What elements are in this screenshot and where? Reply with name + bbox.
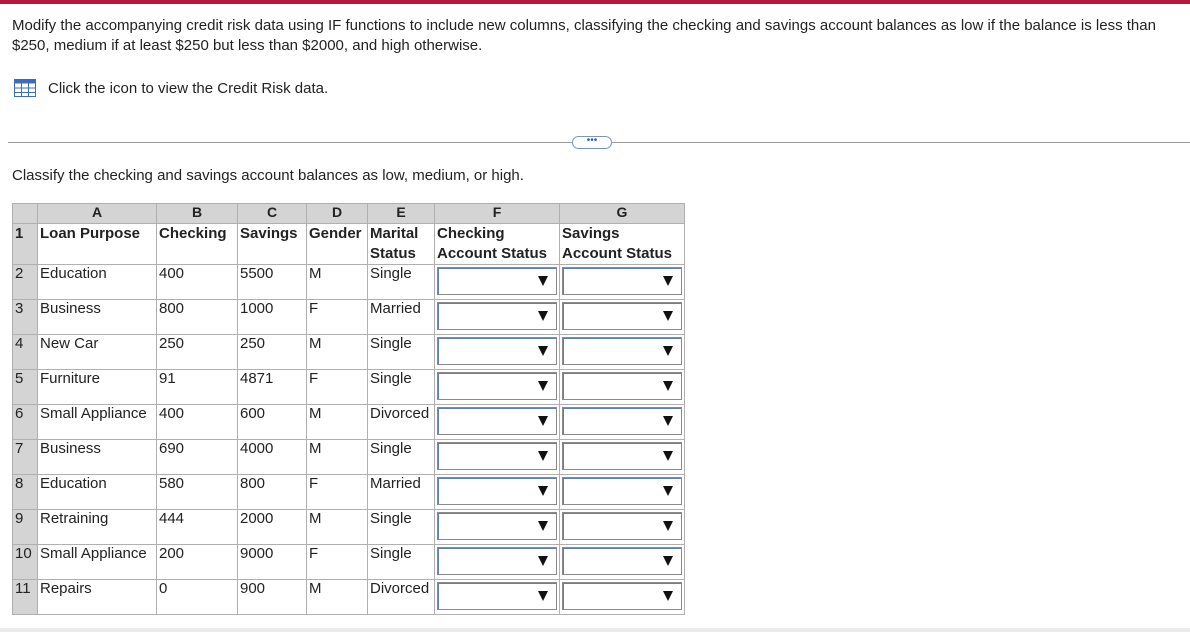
table-row [13, 510, 685, 545]
savings-cell: 1000 [238, 300, 307, 335]
marital-status-cell: Single [368, 370, 435, 405]
marital-status-cell: Single [368, 440, 435, 475]
gender-cell: M [307, 580, 368, 615]
row-number: 8 [13, 475, 38, 510]
gender-cell: F [307, 475, 368, 510]
gender-cell: M [307, 510, 368, 545]
checking-status-cell [435, 300, 560, 335]
checking-status-cell [435, 545, 560, 580]
marital-status-cell: Single [368, 510, 435, 545]
savings-status-dropdown[interactable] [562, 547, 682, 575]
savings-cell: 4871 [238, 370, 307, 405]
marital-status-cell: Divorced [368, 580, 435, 615]
loan-purpose-cell: Education [38, 265, 157, 300]
savings-status-cell [560, 510, 685, 545]
header-savings-status [560, 224, 685, 265]
table-row [13, 405, 685, 440]
savings-status-dropdown[interactable] [562, 302, 682, 330]
triangle-down-icon[interactable] [663, 416, 673, 426]
savings-status-cell [560, 580, 685, 615]
loan-purpose-cell: Small Appliance [38, 545, 157, 580]
row-number: 3 [13, 300, 38, 335]
table-row [13, 370, 685, 405]
table-row [13, 475, 685, 510]
triangle-down-icon[interactable] [538, 556, 548, 566]
gender-cell: F [307, 370, 368, 405]
savings-cell: 250 [238, 335, 307, 370]
checking-status-cell [435, 580, 560, 615]
credit-risk-table [12, 203, 685, 615]
checking-status-cell [435, 475, 560, 510]
column-header-a: A [38, 204, 157, 224]
marital-status-cell: Single [368, 545, 435, 580]
triangle-down-icon[interactable] [538, 591, 548, 601]
row-number: 10 [13, 545, 38, 580]
triangle-down-icon[interactable] [538, 451, 548, 461]
checking-cell: 200 [157, 545, 238, 580]
gender-cell: M [307, 405, 368, 440]
checking-cell: 580 [157, 475, 238, 510]
savings-status-dropdown[interactable] [562, 582, 682, 610]
triangle-down-icon[interactable] [538, 416, 548, 426]
top-accent-bar [0, 0, 1190, 4]
checking-cell: 400 [157, 405, 238, 440]
header-savings-status-line2: Account Status [562, 245, 673, 262]
checking-status-cell [435, 405, 560, 440]
checking-cell: 91 [157, 370, 238, 405]
instruction-text: Classify the checking and savings account balances as low, medium, or high. [12, 167, 524, 184]
header-checking-status-line1: Checking [437, 225, 505, 242]
checking-status-dropdown[interactable] [437, 302, 557, 330]
checking-status-cell [435, 370, 560, 405]
checking-cell: 800 [157, 300, 238, 335]
checking-status-dropdown[interactable] [437, 267, 557, 295]
savings-cell: 800 [238, 475, 307, 510]
triangle-down-icon[interactable] [538, 486, 548, 496]
triangle-down-icon[interactable] [663, 381, 673, 391]
triangle-down-icon[interactable] [663, 591, 673, 601]
savings-status-dropdown[interactable] [562, 267, 682, 295]
column-header-d: D [307, 204, 368, 224]
checking-status-dropdown[interactable] [437, 407, 557, 435]
triangle-down-icon[interactable] [538, 381, 548, 391]
row-number: 1 [13, 224, 38, 265]
bottom-bar [0, 628, 1190, 632]
gender-cell: M [307, 335, 368, 370]
checking-status-dropdown[interactable] [437, 372, 557, 400]
savings-cell: 900 [238, 580, 307, 615]
header-marital-status [368, 224, 435, 265]
triangle-down-icon[interactable] [663, 486, 673, 496]
header-checking-status [435, 224, 560, 265]
triangle-down-icon[interactable] [663, 521, 673, 531]
column-header-c: C [238, 204, 307, 224]
gender-cell: M [307, 265, 368, 300]
checking-status-cell [435, 265, 560, 300]
question-text: Modify the accompanying credit risk data using IF functions to include new columns, classifying the checking and savings account balances as low if the balance is less than $250, medium if at least $250 but less than $2000, and high otherwise. [12, 17, 1156, 54]
loan-purpose-cell: Furniture [38, 370, 157, 405]
gender-cell: F [307, 545, 368, 580]
savings-status-cell [560, 265, 685, 300]
triangle-down-icon[interactable] [663, 346, 673, 356]
loan-purpose-cell: New Car [38, 335, 157, 370]
savings-status-dropdown[interactable] [562, 512, 682, 540]
savings-cell: 4000 [238, 440, 307, 475]
marital-status-cell: Single [368, 265, 435, 300]
checking-cell: 444 [157, 510, 238, 545]
checking-status-cell [435, 510, 560, 545]
header-savings: Savings [238, 224, 307, 265]
triangle-down-icon[interactable] [538, 346, 548, 356]
triangle-down-icon[interactable] [538, 521, 548, 531]
marital-status-cell: Divorced [368, 405, 435, 440]
checking-status-dropdown[interactable] [437, 582, 557, 610]
header-row [13, 224, 685, 265]
checking-cell: 690 [157, 440, 238, 475]
column-header-g: G [560, 204, 685, 224]
data-link-text[interactable]: Click the icon to view the Credit Risk data. [48, 79, 329, 97]
data-link-row[interactable] [14, 79, 328, 97]
marital-status-cell: Single [368, 335, 435, 370]
savings-cell: 9000 [238, 545, 307, 580]
expand-more-button[interactable]: ••• [572, 136, 612, 149]
triangle-down-icon[interactable] [663, 451, 673, 461]
triangle-down-icon[interactable] [538, 276, 548, 286]
header-gender: Gender [307, 224, 368, 265]
savings-status-cell [560, 300, 685, 335]
column-header-e: E [368, 204, 435, 224]
column-header-f: F [435, 204, 560, 224]
row-number: 9 [13, 510, 38, 545]
savings-status-cell [560, 405, 685, 440]
triangle-down-icon[interactable] [538, 311, 548, 321]
row-number: 7 [13, 440, 38, 475]
savings-status-dropdown[interactable] [562, 442, 682, 470]
checking-status-dropdown[interactable] [437, 337, 557, 365]
header-loan-purpose: Loan Purpose [38, 224, 157, 265]
header-marital-line1: Marital [370, 225, 419, 242]
marital-status-cell: Married [368, 475, 435, 510]
savings-cell: 600 [238, 405, 307, 440]
checking-status-dropdown[interactable] [437, 512, 557, 540]
loan-purpose-cell: Small Appliance [38, 405, 157, 440]
table-row [13, 440, 685, 475]
gender-cell: F [307, 300, 368, 335]
corner-cell [13, 204, 38, 224]
marital-status-cell: Married [368, 300, 435, 335]
savings-status-dropdown[interactable] [562, 337, 682, 365]
savings-status-dropdown[interactable] [562, 477, 682, 505]
savings-status-dropdown[interactable] [562, 372, 682, 400]
header-checking-status-line2: Account Status [437, 245, 548, 262]
savings-cell: 2000 [238, 510, 307, 545]
row-number: 2 [13, 265, 38, 300]
row-number: 6 [13, 405, 38, 440]
loan-purpose-cell: Retraining [38, 510, 157, 545]
table-row [13, 300, 685, 335]
triangle-down-icon[interactable] [663, 556, 673, 566]
loan-purpose-cell: Repairs [38, 580, 157, 615]
header-savings-status-line1: Savings [562, 225, 620, 242]
checking-status-cell [435, 440, 560, 475]
row-number: 4 [13, 335, 38, 370]
loan-purpose-cell: Business [38, 440, 157, 475]
savings-status-cell [560, 440, 685, 475]
table-row [13, 580, 685, 615]
column-header-b: B [157, 204, 238, 224]
checking-status-dropdown[interactable] [437, 477, 557, 505]
savings-status-cell [560, 335, 685, 370]
savings-status-cell [560, 370, 685, 405]
triangle-down-icon[interactable] [663, 311, 673, 321]
gender-cell: M [307, 440, 368, 475]
header-checking: Checking [157, 224, 238, 265]
savings-status-cell [560, 545, 685, 580]
checking-status-cell [435, 335, 560, 370]
savings-cell: 5500 [238, 265, 307, 300]
grid-table-icon[interactable] [14, 79, 36, 97]
checking-cell: 250 [157, 335, 238, 370]
checking-cell: 400 [157, 265, 238, 300]
checking-status-dropdown[interactable] [437, 442, 557, 470]
loan-purpose-cell: Education [38, 475, 157, 510]
savings-status-cell [560, 475, 685, 510]
table-row [13, 545, 685, 580]
row-number: 5 [13, 370, 38, 405]
row-number: 11 [13, 580, 38, 615]
header-marital-line2: Status [370, 245, 416, 262]
savings-status-dropdown[interactable] [562, 407, 682, 435]
checking-status-dropdown[interactable] [437, 547, 557, 575]
table-row [13, 265, 685, 300]
checking-cell: 0 [157, 580, 238, 615]
triangle-down-icon[interactable] [663, 276, 673, 286]
loan-purpose-cell: Business [38, 300, 157, 335]
table-row [13, 335, 685, 370]
